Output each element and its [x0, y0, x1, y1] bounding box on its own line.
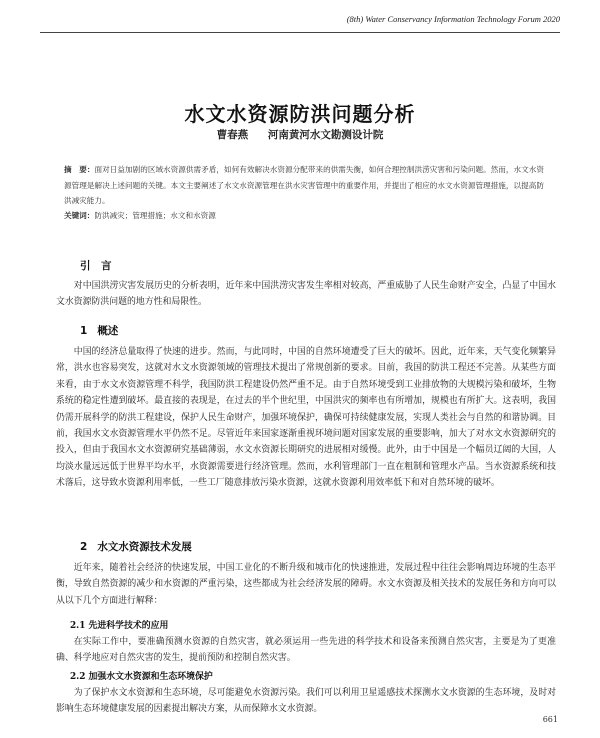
section-1-paragraph — [56, 344, 556, 492]
section-1-heading — [80, 323, 118, 338]
keywords-label: 关键词： — [64, 211, 95, 220]
byline — [0, 127, 600, 142]
subsection-2-1-paragraph — [56, 634, 556, 667]
section-1-text: 中国的经济总量取得了快速的进步。然而，与此同时，中国的自然环境遭受了巨大的破坏。因此，近年来，天气变化频繁异常，洪水也容易突发，这就对水文水资源领域的管理技术提出了常规创新的要求。目前，我国的防洪工程还不完善。从某些方面来看，由于水文水资源管理不科学，我国防洪工程建设仍然严重不足。由于自然环境受到工业排放物的大规模污染和破坏，生物系统的稳定性遭到破坏。最直接的表现是，在过去的半个世纪里，中国洪灾的频率也有所增加，规模也有所扩大。这表明，我国仍需开展科学的防洪工程建设，保护人民生命财产，加强环境保护，确保可持续健康发展，实现人类社会与自然的和谐协调。目前，我国水文水资源管理水平仍然不足。尽管近年来国家逐渐重视环境问题对国家发展的重要影响，加大了对水文水资源研究的投入，但由于我国水文水资源研究基础薄弱，水文水资源长期研究的进展相对缓慢。此外，由于中国是一个幅员辽阔的大国，人均淡水量远远低于世界平均水平，水资源需要进行经济管理。然而，水利管理部门一直在粗制和管理水产品。当水资源系统和技术落后，这导致水资源利用率低，一些工厂随意排放污染水资源，这就水资源利用效率低下和对自然环境的破坏。 — [56, 347, 556, 489]
subsection-2-1-text: 在实际工作中，要准确预测水资源的自然灾害，就必须运用一些先进的科学技术和设备来预测自然灾害，主要是为了更准确、科学地应对自然灾害的发生，提前预防和控制自然灾害。 — [56, 637, 556, 664]
section-2-paragraph — [56, 560, 556, 609]
keywords — [64, 210, 544, 221]
subsection-2-2-text: 为了保护水文水资源和生态环境，尽可能避免水资源污染。我们可以利用卫星遥感技术探测水文水资源的生态环境，及时对影响生态环境健康发展的因素提出解决方案，从而保障水文水资源。 — [56, 688, 556, 715]
affiliation: 河南黄河水文勘测设计院 — [267, 129, 384, 141]
subsection-2-2-heading: 2.2 加强水文水资源和生态环境保护 — [70, 672, 213, 682]
author-name: 曹春燕 — [216, 129, 249, 141]
abstract-text: 面对日益加剧的区域水资源供需矛盾，如何有效解决水资源分配带来的供需失衡，如何合理控制洪涝灾害和污染问题。然而，水文水资源管理是解决上述问题的关键。本文主要阐述了水文水资源管理在洪水灾害管理中的重要作用，并提出了相应的水文水资源管理措施，以提高防洪减灾能力。 — [64, 165, 544, 205]
abstract-label: 摘 要： — [64, 165, 95, 174]
header-rule — [40, 32, 560, 33]
section-2-heading — [80, 539, 192, 554]
subsection-2-2-paragraph — [56, 685, 556, 718]
running-title: (8th) Water Conservancy Information Technology Forum 2020 — [346, 14, 560, 24]
article-title: 水文水资源防洪问题分析 — [184, 102, 416, 126]
section-1-title: 概述 — [97, 325, 119, 337]
section-2-title: 水文水资源技术发展 — [97, 541, 192, 553]
intro-text: 对中国洪涝灾害发展历史的分析表明，近年来中国洪涝灾害发生率相对较高，严重威胁了人民生命财产安全，凸显了中国水文水资源防洪问题的地方性和局限性。 — [56, 281, 556, 308]
intro-paragraph — [56, 278, 556, 311]
subsection-2-1-heading: 2.1 先进科学技术的应用 — [70, 621, 169, 631]
page-header — [0, 0, 600, 40]
abstract — [64, 162, 544, 209]
section-1-number: 1 — [80, 325, 88, 337]
section-2-text: 近年来，随着社会经济的快速发展，中国工业化的不断升级和城市化的快速推进，发展过程中往往会影响周边环境的生态平衡，导致自然资源的减少和水资源的严重污染，这些都成为社会经济发展的障碍。水文水资源及相关技术的发展任务和方向可以从以下几个方面进行解释： — [56, 563, 556, 606]
page-number: 661 — [542, 715, 558, 724]
section-2-number: 2 — [80, 541, 88, 553]
intro-heading: 引 言 — [80, 260, 112, 272]
keywords-text: 防洪减灾；管理措施；水文和水资源 — [94, 211, 216, 220]
